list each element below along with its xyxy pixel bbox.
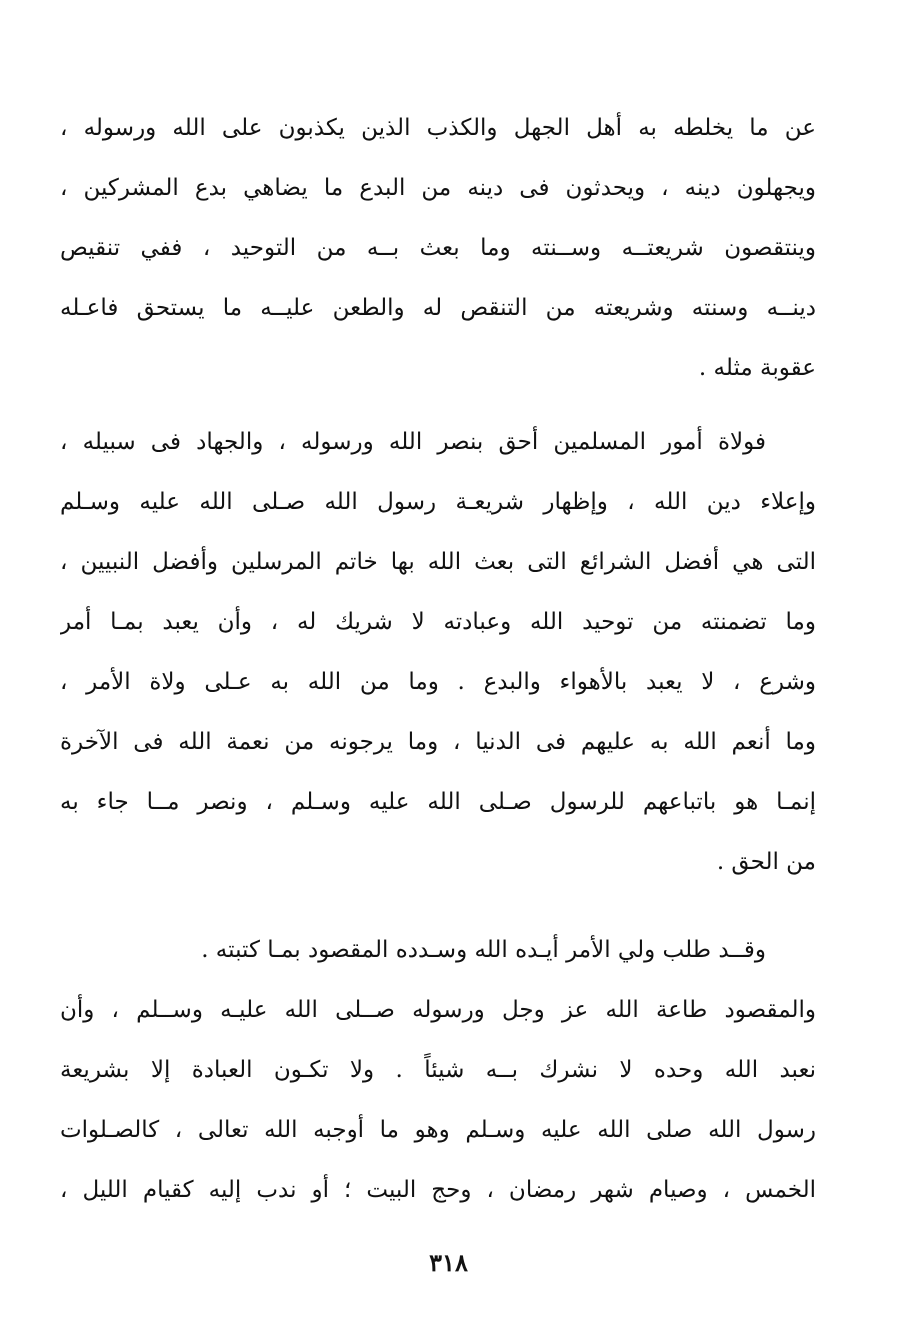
text-line: فولاة أمور المسلمين أحق بنصر الله ورسوله ، والجهاد فى سبيله ، — [60, 429, 766, 455]
text-line: عن ما يخلطه به أهل الجهل والكذب الذين يكذبون على الله ورسوله ، — [60, 115, 816, 141]
text-line: رسول الله صلى الله عليه وسـلم وهو ما أوجبه الله تعالى ، كالصـلوات — [60, 1117, 816, 1143]
text-line: الخمس ، وصيام شهر رمضان ، وحج البيت ؛ أو ندب إليه كقيام الليل ، — [60, 1177, 816, 1203]
text-line: وينتقصون شريعتــه وســنته وما بعث بــه من التوحيد ، ففي تنقيص — [60, 235, 816, 261]
text-line: وما تضمنته من توحيد الله وعبادته لا شريك له ، وأن يعبد بمـا أمر — [60, 609, 816, 635]
text-line: عقوبة مثله . — [698, 355, 816, 381]
paragraph-2 — [60, 412, 816, 892]
text-line: والمقصود طاعة الله عز وجل ورسوله صــلى الله عليـه وســلم ، وأن — [60, 997, 816, 1023]
paragraph-1 — [60, 98, 816, 398]
text-line: وقــد طلب ولي الأمر أيـده الله وسـدده المقصود بمـا كتبته . — [201, 937, 766, 963]
text-line: دينــه وسنته وشريعته من التنقص له والطعن عليــه ما يستحق فاعـله — [60, 295, 816, 321]
text-line: نعبد الله وحده لا نشرك بــه شيئاً . ولا تكـون العبادة إلا بشريعة — [60, 1057, 816, 1083]
text-line: من الحق . — [716, 849, 816, 875]
text-line: ويجهلون دينه ، ويحدثون فى دينه من البدع ما يضاهي بدع المشركين ، — [60, 175, 816, 201]
text-line: وإعلاء دين الله ، وإظهار شريعـة رسول الله صـلى الله عليه وسـلم — [60, 489, 816, 515]
text-line: وشرع ، لا يعبد بالأهواء والبدع . وما من الله به عـلى ولاة الأمر ، — [60, 669, 816, 695]
text-line: التى هي أفضل الشرائع التى بعث الله بها خاتم المرسلين وأفضل النبيين ، — [60, 549, 816, 575]
text-line: إنمـا هو باتباعهم للرسول صـلى الله عليه وسـلم ، ونصر مــا جاء به — [60, 789, 816, 815]
text-line: وما أنعم الله به عليهم فى الدنيا ، وما يرجونه من نعمة الله فى الآخرة — [60, 729, 816, 755]
paragraph-3 — [60, 920, 816, 1220]
page-number: ٣١٨ — [429, 1248, 468, 1277]
